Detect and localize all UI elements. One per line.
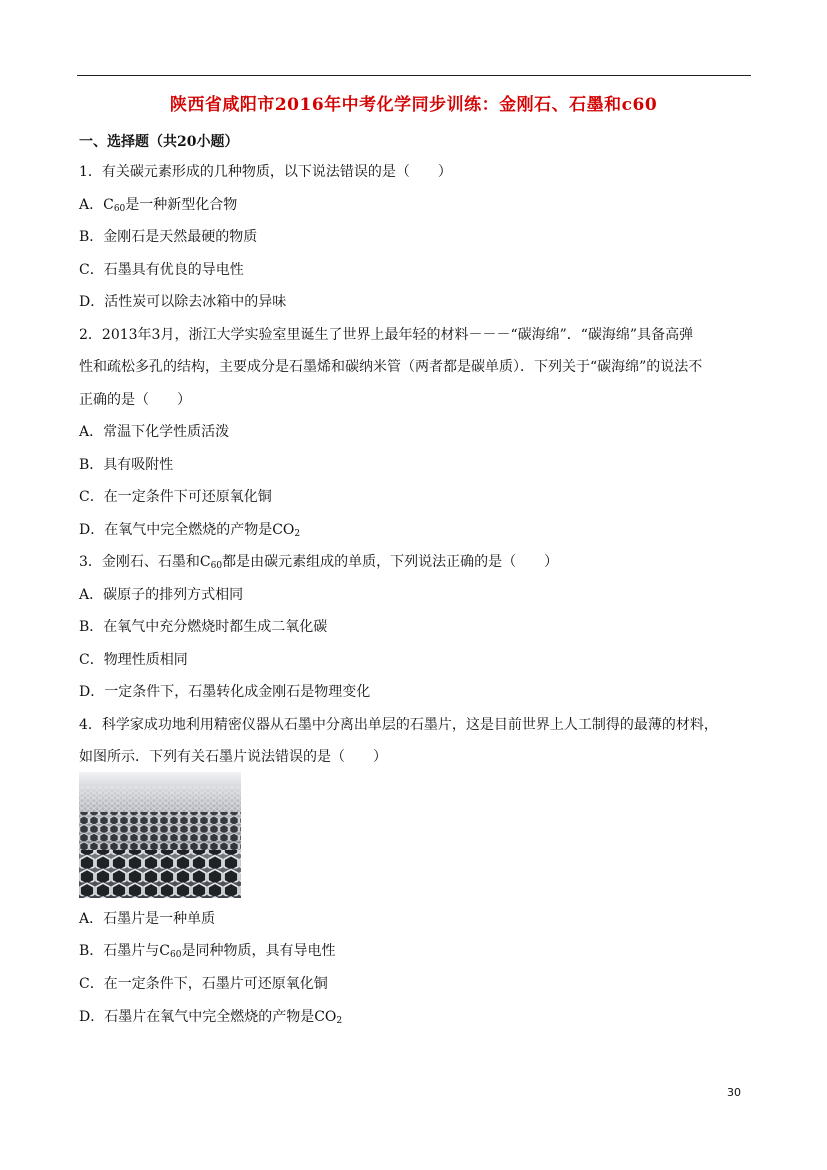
q1-option-b[interactable]: B．金刚石是天然最硬的物质	[79, 229, 258, 245]
header-rule	[77, 75, 751, 76]
question-2-stem-line-3: 正确的是（ ）	[79, 392, 191, 408]
question-2-stem-line-1: 2．2013年3月，浙江大学实验室里诞生了世界上最年轻的材料－－－“碳海绵”．“碳海绵”具备高弹	[79, 327, 694, 343]
q3-option-a[interactable]: A．碳原子的排列方式相同	[79, 587, 244, 603]
q2-option-d[interactable]: D．在氧气中完全燃烧的产物是$CO_2$	[79, 522, 301, 539]
page-number: 30	[727, 1086, 741, 1099]
q1-option-c[interactable]: C．石墨具有优良的导电性	[79, 262, 244, 278]
section-heading: 一、选择题（共20小题）	[79, 134, 239, 150]
q4-option-d[interactable]: D．石墨片在氧气中完全燃烧的产物是$CO_2$	[79, 1009, 343, 1026]
graphene-lattice-image	[79, 772, 241, 898]
q4-option-c[interactable]: C．在一定条件下，石墨片可还原氧化铜	[79, 976, 328, 992]
q3-option-c[interactable]: C．物理性质相同	[79, 652, 188, 668]
question-1-stem: 1．有关碳元素形成的几种物质，以下说法错误的是（ ）	[79, 164, 452, 180]
q2-option-b[interactable]: B．具有吸附性	[79, 457, 174, 473]
q1-option-a[interactable]: A．$C_{60}$是一种新型化合物	[79, 197, 238, 214]
page-title: 陕西省咸阳市2016年中考化学同步训练：金刚石、石墨和c60	[169, 95, 658, 115]
q4-option-b[interactable]: B．石墨片与$C_{60}$是同种物质，具有导电性	[79, 943, 336, 960]
q4-option-a[interactable]: A．石墨片是一种单质	[79, 911, 216, 927]
question-4-stem-line-2: 如图所示．下列有关石墨片说法错误的是（ ）	[79, 749, 387, 765]
question-3-stem: 3．金刚石、石墨和$C_{60}$都是由碳元素组成的单质，下列说法正确的是（ ）	[79, 554, 559, 571]
q3-option-d[interactable]: D．一定条件下，石墨转化成金刚石是物理变化	[79, 684, 371, 700]
question-2-stem-line-2: 性和疏松多孔的结构，主要成分是石墨烯和碳纳米管（两者都是碳单质）．下列关于“碳海绵”的说法不	[79, 359, 703, 375]
q1-option-d[interactable]: D．活性炭可以除去冰箱中的异味	[79, 294, 287, 310]
question-4-stem-line-1: 4．科学家成功地利用精密仪器从石墨中分离出单层的石墨片，这是目前世界上人工制得的最薄的材料，	[79, 717, 718, 733]
q2-option-a[interactable]: A．常温下化学性质活泼	[79, 424, 230, 440]
q3-option-b[interactable]: B．在氧气中充分燃烧时都生成二氧化碳	[79, 619, 328, 635]
q2-option-c[interactable]: C．在一定条件下可还原氧化铜	[79, 489, 272, 505]
